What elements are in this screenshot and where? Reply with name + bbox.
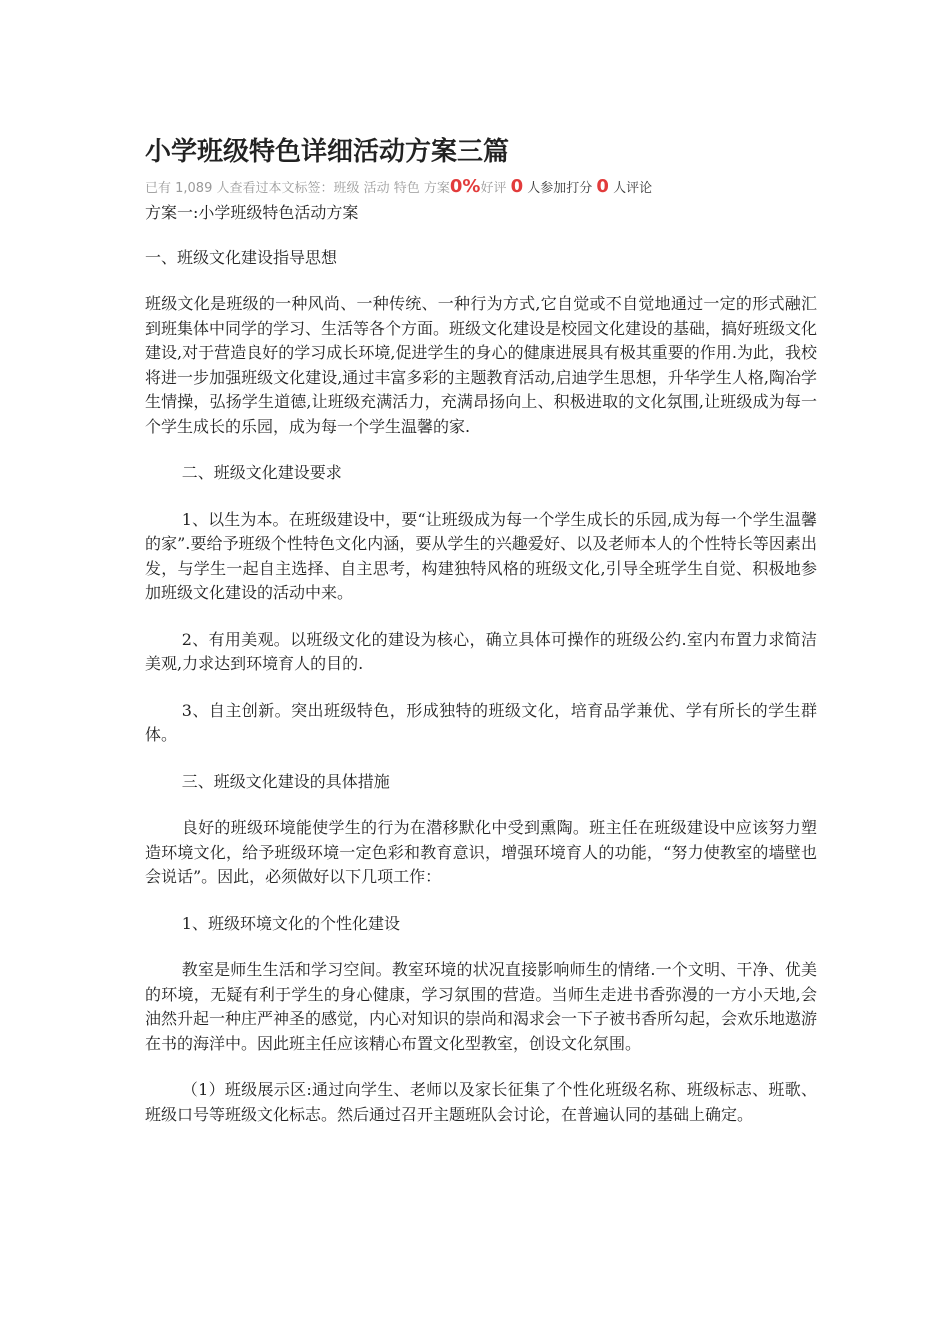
- document-title: 小学班级特色详细活动方案三篇: [145, 137, 510, 167]
- body-paragraph: 3、自主创新。突出班级特色，形成独特的班级文化，培育品学兼优、学有所长的学生群体。: [145, 700, 817, 744]
- body-paragraph: 班级文化是班级的一种风尚、一种传统、一种行为方式,它自觉或不自觉地通过一定的形式融汇到班集体中同学的学习、生活等各个方面。班级文化建设是校园文化建设的基础，搞好班级文化建设,对于营造良好的学习成长环境,促进学生的身心的健康进展具有极其重要的作用.为此，我校将进一步加强班级文化建设,通过丰富多彩的主题教育活动,启迪学生思想，升华学生人格,陶冶学生情操，弘扬学生道德,让班级充满活力，充满昂扬向上、积极进取的文化氛围,让班级成为每一个学生成长的乐园，成为每一个学生温馨的家.: [145, 294, 818, 436]
- good-rate-value: 0%: [449, 176, 481, 197]
- plan-heading: 方案一:小学班级特色活动方案: [145, 203, 359, 222]
- body-paragraph: 良好的班级环境能使学生的行为在潜移默化中受到熏陶。班主任在班级建设中应该努力塑造环境文化，给予班级环境一定色彩和教育意识，增强环境育人的功能，“努力使教室的墙壁也会说话”。因此，必须做好以下几项工作：: [145, 818, 817, 886]
- body-paragraph: （1）班级展示区:通过向学生、老师以及家长征集了个性化班级名称、班级标志、班歌、班级口号等班级文化标志。然后通过召开主题班队会讨论，在普遍认同的基础上确定。: [145, 1080, 817, 1124]
- raters-label: 人参加打分: [523, 181, 593, 196]
- subsection-heading: 1、班级环境文化的个性化建设: [181, 913, 400, 933]
- comments-count: 0: [596, 176, 609, 197]
- body-paragraph: 1、以生为本。在班级建设中，要“让班级成为每一个学生成长的乐园,成为每一个学生温馨的家”.要给予班级个性特色文化内涵，要从学生的兴趣爱好、以及老师本人的个性特长等因素出发，与学生一起自主选择、自主思考，构建独特风格的班级文化,引导全班学生自觉、积极地参加班级文化建设的活动中来。: [145, 509, 817, 602]
- body-paragraph: 教室是师生生活和学习空间。教室环境的状况直接影响师生的情绪.一个文明、干净、优美的环境，无疑有利于学生的身心健康，学习氛围的营造。当师生走进书香弥漫的一方小天地,会油然升起一种庄严神圣的感觉，内心对知识的崇尚和渴求会一下子被书香所勾起，会欢乐地遨游在书的海洋中。因此班主任应该精心布置文化型教室，创设文化氛围。: [145, 960, 818, 1053]
- comments-label: 人评论: [608, 181, 653, 196]
- section-heading: 三、班级文化建设的具体措施: [181, 771, 390, 791]
- section-heading: 二、班级文化建设要求: [181, 463, 342, 482]
- raters-count: 0: [510, 176, 524, 197]
- good-rate-label: 好评: [480, 181, 507, 196]
- document-body: [145, 201, 817, 1149]
- body-paragraph: 2、有用美观。以班级文化的建设为核心，确立具体可操作的班级公约.室内布置力求简洁美观,力求达到环境育人的目的.: [145, 629, 817, 673]
- section-heading: 一、班级文化建设指导思想: [145, 247, 338, 267]
- document-meta: [145, 176, 652, 197]
- views-and-tags: 已有 1,089 人查看过本文标签：班级 活动 特色 方案: [145, 181, 450, 196]
